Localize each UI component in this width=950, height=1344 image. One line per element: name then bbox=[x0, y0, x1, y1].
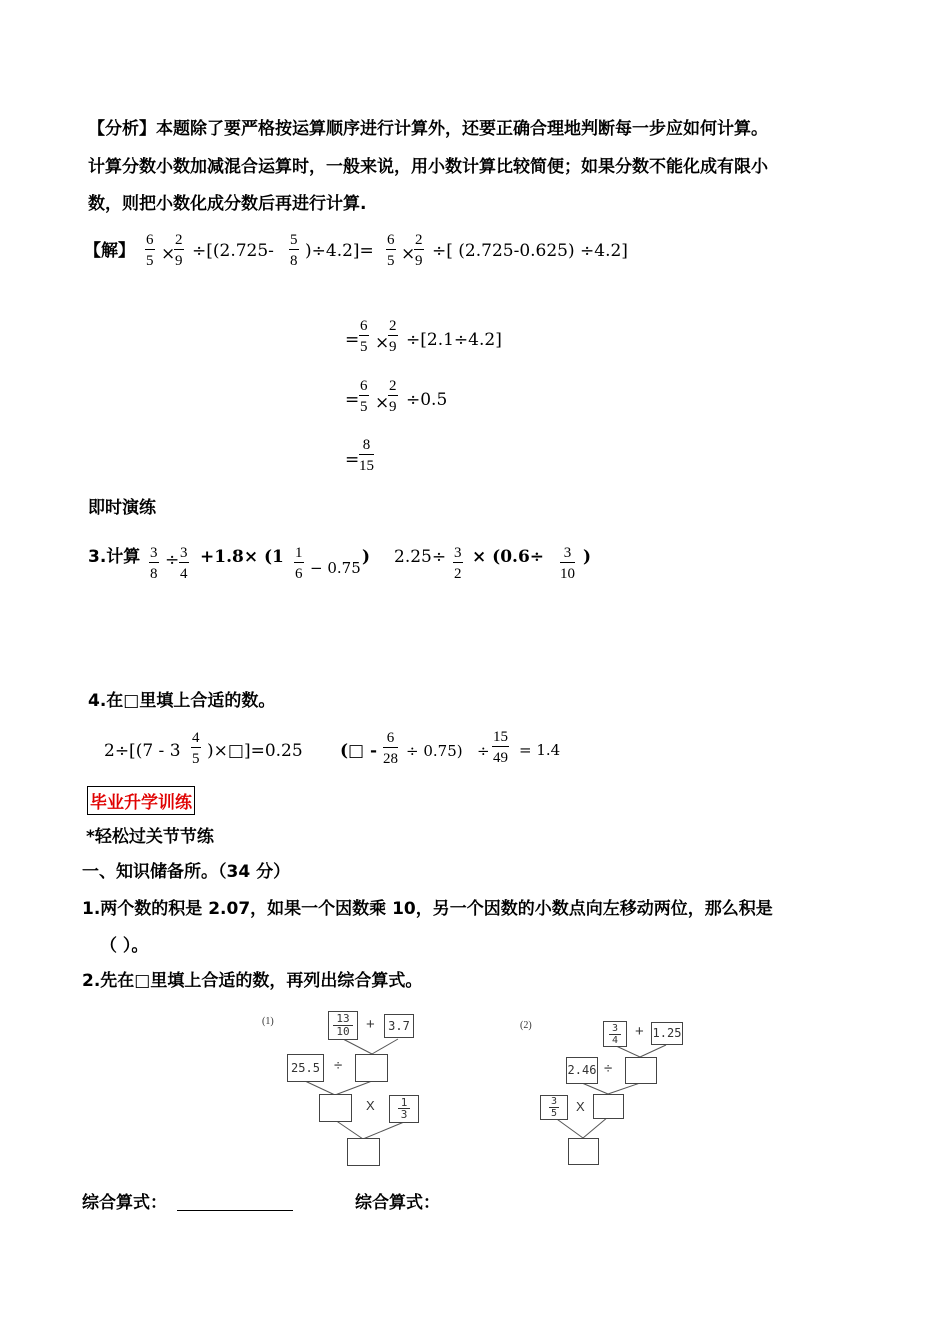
analysis-line-1: 【分析】本题除了要严格按运算顺序进行计算外，还要正确合理地判断每一步应如何计算。 bbox=[88, 119, 768, 139]
diagram-2-value-box: 2.46 bbox=[566, 1057, 598, 1084]
fraction: $\frac{5}{8}$ bbox=[290, 232, 298, 269]
diagram-1-fraction-box: 13 10 bbox=[328, 1011, 358, 1040]
expression-part: ÷[(2.725- bbox=[192, 241, 274, 261]
diagram-1-empty-box[interactable] bbox=[319, 1094, 352, 1122]
diagram-1-value-box: 25.5 bbox=[287, 1054, 324, 1082]
fraction: $\frac{4}{5}$ bbox=[192, 730, 200, 767]
practice-title: 即时演练 bbox=[88, 498, 156, 518]
fraction: $\frac{3}{10}$ bbox=[560, 545, 575, 582]
divide-sign: ÷ bbox=[477, 742, 490, 760]
diagram-2-empty-box[interactable] bbox=[593, 1094, 624, 1119]
expression-part: )×□]=0.25 bbox=[207, 741, 303, 761]
plus-sign: + bbox=[366, 1016, 375, 1033]
analysis-line-3: 数，则把小数化成分数后再进行计算. bbox=[88, 194, 367, 214]
fraction: $\frac{2}{9}$ bbox=[175, 232, 183, 269]
diagram-2-label: (2) bbox=[520, 1020, 532, 1031]
diagram-1-empty-box[interactable] bbox=[347, 1138, 380, 1166]
fraction: $\frac{6}{5}$ bbox=[387, 232, 395, 269]
question-1-line-1: 1.两个数的积是 2.07，如果一个因数乘 10，另一个因数的小数点向左移动两位，那么积是 bbox=[82, 899, 773, 919]
expression-part: 2.25÷ bbox=[394, 547, 447, 567]
diagram-2-fraction-box: 3 5 bbox=[540, 1095, 568, 1120]
fraction: $\frac{8}{15}$ bbox=[359, 437, 374, 474]
times-sign: × bbox=[401, 244, 416, 264]
subtitle: *轻松过关节节练 bbox=[86, 827, 214, 847]
times-sign: × bbox=[375, 333, 390, 353]
expression-part: ÷[ (2.725-0.625) ÷4.2] bbox=[432, 241, 628, 261]
question-3-label: 3.计算 bbox=[88, 547, 141, 567]
expression-part: ÷[2.1÷4.2] bbox=[406, 330, 502, 350]
fraction: $\frac{3}{8}$ bbox=[150, 545, 158, 582]
formula-answer-line[interactable] bbox=[177, 1210, 293, 1211]
plus-sign: + bbox=[635, 1023, 644, 1040]
expression-part: = 1.4 bbox=[519, 741, 561, 759]
diagram-2-fraction-box: 3 4 bbox=[603, 1021, 627, 1047]
section-heading: 一、知识储备所。（34 分） bbox=[82, 862, 291, 882]
expression-part: 2÷[(7 - 3 bbox=[104, 741, 181, 761]
expression-part: (□ - bbox=[340, 741, 378, 761]
expression-part: ) bbox=[583, 547, 592, 567]
fraction: $\frac{15}{49}$ bbox=[493, 729, 508, 766]
solution-label: 【解】 bbox=[84, 241, 135, 261]
analysis-line-2: 计算分数小数加减混合运算时，一般来说，用小数计算比较简便；如果分数不能化成有限小 bbox=[88, 157, 768, 177]
fraction: $\frac{3}{4}$ bbox=[180, 545, 188, 582]
fraction: $\frac{6}{5}$ bbox=[360, 378, 368, 415]
divide-sign: ÷ bbox=[604, 1060, 613, 1077]
expression-part: )÷4.2]= bbox=[305, 241, 374, 261]
divide-sign: ÷ bbox=[165, 550, 180, 570]
equals-sign: = bbox=[345, 390, 360, 410]
formula-label-1: 综合算式： bbox=[82, 1193, 167, 1213]
diagram-2-empty-box[interactable] bbox=[568, 1138, 599, 1165]
diagram-1-fraction-box: 1 3 bbox=[389, 1095, 419, 1123]
question-1-line-2: （ ）。 bbox=[100, 936, 149, 956]
times-sign: X bbox=[366, 1098, 375, 1113]
expression-part: ÷ 0.75) bbox=[406, 742, 463, 760]
fraction: $\frac{6}{5}$ bbox=[360, 318, 368, 355]
times-sign: X bbox=[576, 1099, 585, 1114]
question-2: 2.先在□里填上合适的数，再列出综合算式。 bbox=[82, 971, 423, 991]
expression-part: − 0.75 bbox=[310, 559, 361, 577]
expression-part: × (0.6÷ bbox=[472, 547, 545, 567]
diagram-1-empty-box[interactable] bbox=[355, 1054, 388, 1082]
expression-part: ÷0.5 bbox=[406, 390, 448, 410]
fraction: $\frac{6}{28}$ bbox=[383, 730, 398, 767]
diagram-2-value-box: 1.25 bbox=[651, 1022, 683, 1045]
fraction: $\frac{2}{9}$ bbox=[389, 378, 397, 415]
question-4-label: 4.在□里填上合适的数。 bbox=[88, 691, 276, 711]
fraction: $\frac{6}{5}$ bbox=[146, 232, 154, 269]
expression-part: +1.8× (1 bbox=[200, 547, 284, 567]
equals-sign: = bbox=[345, 450, 360, 470]
diagram-2-empty-box[interactable] bbox=[625, 1057, 657, 1084]
diagram-1-value-box: 3.7 bbox=[384, 1014, 414, 1038]
divide-sign: ÷ bbox=[334, 1057, 343, 1074]
equals-sign: = bbox=[345, 330, 360, 350]
expression-part: ) bbox=[362, 547, 371, 567]
formula-label-2: 综合算式： bbox=[355, 1193, 440, 1213]
fraction: $\frac{2}{9}$ bbox=[389, 318, 397, 355]
fraction: $\frac{3}{2}$ bbox=[454, 545, 462, 582]
diagram-1-label: (1) bbox=[262, 1016, 274, 1027]
fraction: $\frac{1}{6}$ bbox=[295, 545, 303, 582]
fraction: $\frac{2}{9}$ bbox=[415, 232, 423, 269]
section-badge: 毕业升学训练 bbox=[87, 786, 195, 815]
times-sign: × bbox=[375, 393, 390, 413]
times-sign: × bbox=[161, 244, 176, 264]
